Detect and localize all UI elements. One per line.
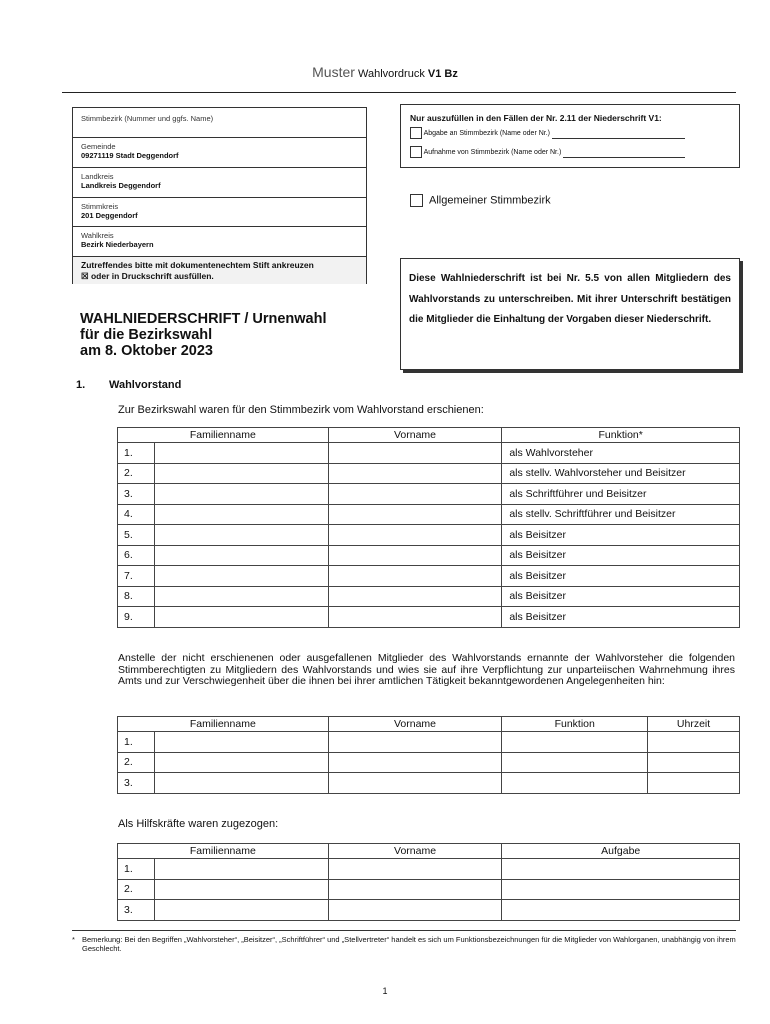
row-number: 4. xyxy=(118,504,155,525)
row-number: 1. xyxy=(118,732,155,753)
allgemeiner-checkbox[interactable] xyxy=(410,194,423,207)
footnote: * Bemerkung: Bei den Begriffen „Wahlvorsteher“, „Beisitzer“, „Schriftführer“ und „Stellvertreter“ handelt es sich um Funktionsbezeichnungen für die Mitglieder von Wahlorganen, unabhängig von ihrem Geschlecht. xyxy=(72,930,736,953)
input-cell[interactable] xyxy=(328,586,502,607)
row-number: 2. xyxy=(118,463,155,484)
row-number: 6. xyxy=(118,545,155,566)
input-cell[interactable] xyxy=(154,732,328,753)
aufnahme-input[interactable] xyxy=(563,157,685,158)
table-row xyxy=(118,900,740,921)
table-row xyxy=(118,484,740,505)
input-cell[interactable] xyxy=(502,752,648,773)
input-cell[interactable] xyxy=(502,879,740,900)
input-cell[interactable] xyxy=(328,545,502,566)
row-number: 1. xyxy=(118,443,155,464)
row-number: 3. xyxy=(118,484,155,505)
section-heading: 1. Wahlvorstand xyxy=(76,379,182,391)
table-row xyxy=(118,463,740,484)
form-code: V1 Bz xyxy=(427,68,458,80)
landkreis-field: Landkreis Landkreis Deggendorf xyxy=(73,167,366,198)
wahlvorstand-table xyxy=(117,427,740,628)
row-number: 3. xyxy=(118,773,155,794)
input-cell[interactable] xyxy=(154,443,328,464)
transfer-title: Nur auszufüllen in den Fällen der Nr. 2.11 der Niederschrift V1: xyxy=(410,113,662,123)
form-header xyxy=(0,64,770,80)
row-number: 2. xyxy=(118,879,155,900)
function-cell: als Beisitzer xyxy=(502,566,740,587)
function-cell: als Schriftführer und Beisitzer xyxy=(502,484,740,505)
abgabe-row: Abgabe an Stimmbezirk (Name oder Nr.) xyxy=(410,127,685,139)
input-cell[interactable] xyxy=(502,732,648,753)
input-cell[interactable] xyxy=(328,900,502,921)
function-cell: als Wahlvorsteher xyxy=(502,443,740,464)
input-cell[interactable] xyxy=(154,859,328,880)
input-cell[interactable] xyxy=(154,484,328,505)
abgabe-checkbox[interactable] xyxy=(410,127,422,139)
row-number: 2. xyxy=(118,752,155,773)
input-cell[interactable] xyxy=(328,607,502,628)
form-type: Wahlvordruck xyxy=(357,68,425,80)
input-cell[interactable] xyxy=(328,525,502,546)
header-divider xyxy=(62,92,736,93)
table-row xyxy=(118,566,740,587)
instruction-note: Zutreffendes bitte mit dokumentenechtem Stift ankreuzen ☒ oder in Druckschrift ausfüllen. xyxy=(73,256,366,284)
input-cell[interactable] xyxy=(502,859,740,880)
input-cell[interactable] xyxy=(502,773,648,794)
input-cell[interactable] xyxy=(328,859,502,880)
page-number: 1 xyxy=(382,986,388,996)
function-cell: als Beisitzer xyxy=(502,607,740,628)
stimmbezirk-field[interactable]: Stimmbezirk (Nummer und ggfs. Name) xyxy=(73,108,366,137)
muster-label: Muster xyxy=(312,64,355,80)
table-row xyxy=(118,879,740,900)
input-cell[interactable] xyxy=(154,463,328,484)
intro-text-1: Zur Bezirkswahl waren für den Stimmbezirk vom Wahlvorstand erschienen: xyxy=(118,404,484,416)
abgabe-input[interactable] xyxy=(552,138,685,139)
aufnahme-row: Aufnahme von Stimmbezirk (Name oder Nr.) xyxy=(410,146,685,158)
table-row xyxy=(118,607,740,628)
intro-text-2: Anstelle der nicht erschienenen oder ausgefallenen Mitglieder des Wahlvorstands ernannte der Wahlvorsteher die folgenden Stimmberechtigten zu Mitgliedern des Wahlvorstands und wies sie auf ihre Verpflichtung zur unparteiischen Wahrnehmung ihres Amts und zur Verschwiegenheit über die ihnen bei ihrer amtlichen Tätigkeit bekanntgewordenen Angelegenheiten hin: xyxy=(118,652,735,687)
district-info-box xyxy=(72,107,367,284)
row-number: 3. xyxy=(118,900,155,921)
input-cell[interactable] xyxy=(648,732,740,753)
input-cell[interactable] xyxy=(328,773,502,794)
input-cell[interactable] xyxy=(328,752,502,773)
row-number: 9. xyxy=(118,607,155,628)
input-cell[interactable] xyxy=(328,566,502,587)
input-cell[interactable] xyxy=(154,607,328,628)
stimmkreis-field: Stimmkreis 201 Deggendorf xyxy=(73,197,366,227)
input-cell[interactable] xyxy=(328,484,502,505)
allgemeiner-stimmbezirk-option: Allgemeiner Stimmbezirk xyxy=(410,194,551,207)
signature-note: Diese Wahlniederschrift ist bei Nr. 5.5 von allen Mitgliedern des Wahlvorstands zu unterschreiben. Mit ihrer Unterschrift bestätigen die Mitglieder die Einhaltung der Vorgaben dieser Niederschrift. xyxy=(409,273,731,325)
table-row xyxy=(118,586,740,607)
input-cell[interactable] xyxy=(154,773,328,794)
input-cell[interactable] xyxy=(154,586,328,607)
row-number: 5. xyxy=(118,525,155,546)
input-cell[interactable] xyxy=(328,463,502,484)
table-row xyxy=(118,504,740,525)
input-cell[interactable] xyxy=(648,773,740,794)
table-row xyxy=(118,752,740,773)
table-row xyxy=(118,525,740,546)
table-row xyxy=(118,732,740,753)
input-cell[interactable] xyxy=(154,504,328,525)
input-cell[interactable] xyxy=(328,504,502,525)
function-cell: als Beisitzer xyxy=(502,586,740,607)
input-cell[interactable] xyxy=(154,900,328,921)
input-cell[interactable] xyxy=(328,879,502,900)
input-cell[interactable] xyxy=(328,732,502,753)
table-header-row: Familienname Vorname Funktion Uhrzeit xyxy=(118,717,740,732)
input-cell[interactable] xyxy=(154,752,328,773)
transfer-box xyxy=(400,104,740,168)
function-cell: als stellv. Wahlvorsteher und Beisitzer xyxy=(502,463,740,484)
row-number: 1. xyxy=(118,859,155,880)
input-cell[interactable] xyxy=(648,752,740,773)
table-row xyxy=(118,545,740,566)
table-row xyxy=(118,859,740,880)
table-row xyxy=(118,443,740,464)
input-cell[interactable] xyxy=(328,443,502,464)
signature-note-box xyxy=(400,258,740,370)
intro-text-3: Als Hilfskräfte waren zugezogen: xyxy=(118,818,279,830)
gemeinde-field: Gemeinde 09271119 Stadt Deggendorf xyxy=(73,137,366,168)
hilfskraefte-table xyxy=(117,843,740,921)
aufnahme-checkbox[interactable] xyxy=(410,146,422,158)
function-cell: als Beisitzer xyxy=(502,545,740,566)
input-cell[interactable] xyxy=(154,525,328,546)
function-cell: als Beisitzer xyxy=(502,525,740,546)
table-header-row: Familienname Vorname Aufgabe xyxy=(118,844,740,859)
row-number: 8. xyxy=(118,586,155,607)
function-cell: als stellv. Schriftführer und Beisitzer xyxy=(502,504,740,525)
input-cell[interactable] xyxy=(502,900,740,921)
ersatzmitglieder-table xyxy=(117,716,740,794)
table-header-row: Familienname Vorname Funktion* xyxy=(118,428,740,443)
document-title: WAHLNIEDERSCHRIFT / Urnenwahl für die Bezirkswahl am 8. Oktober 2023 xyxy=(80,311,327,359)
input-cell[interactable] xyxy=(154,545,328,566)
wahlkreis-field: Wahlkreis Bezirk Niederbayern xyxy=(73,226,366,257)
table-row xyxy=(118,773,740,794)
row-number: 7. xyxy=(118,566,155,587)
input-cell[interactable] xyxy=(154,879,328,900)
input-cell[interactable] xyxy=(154,566,328,587)
